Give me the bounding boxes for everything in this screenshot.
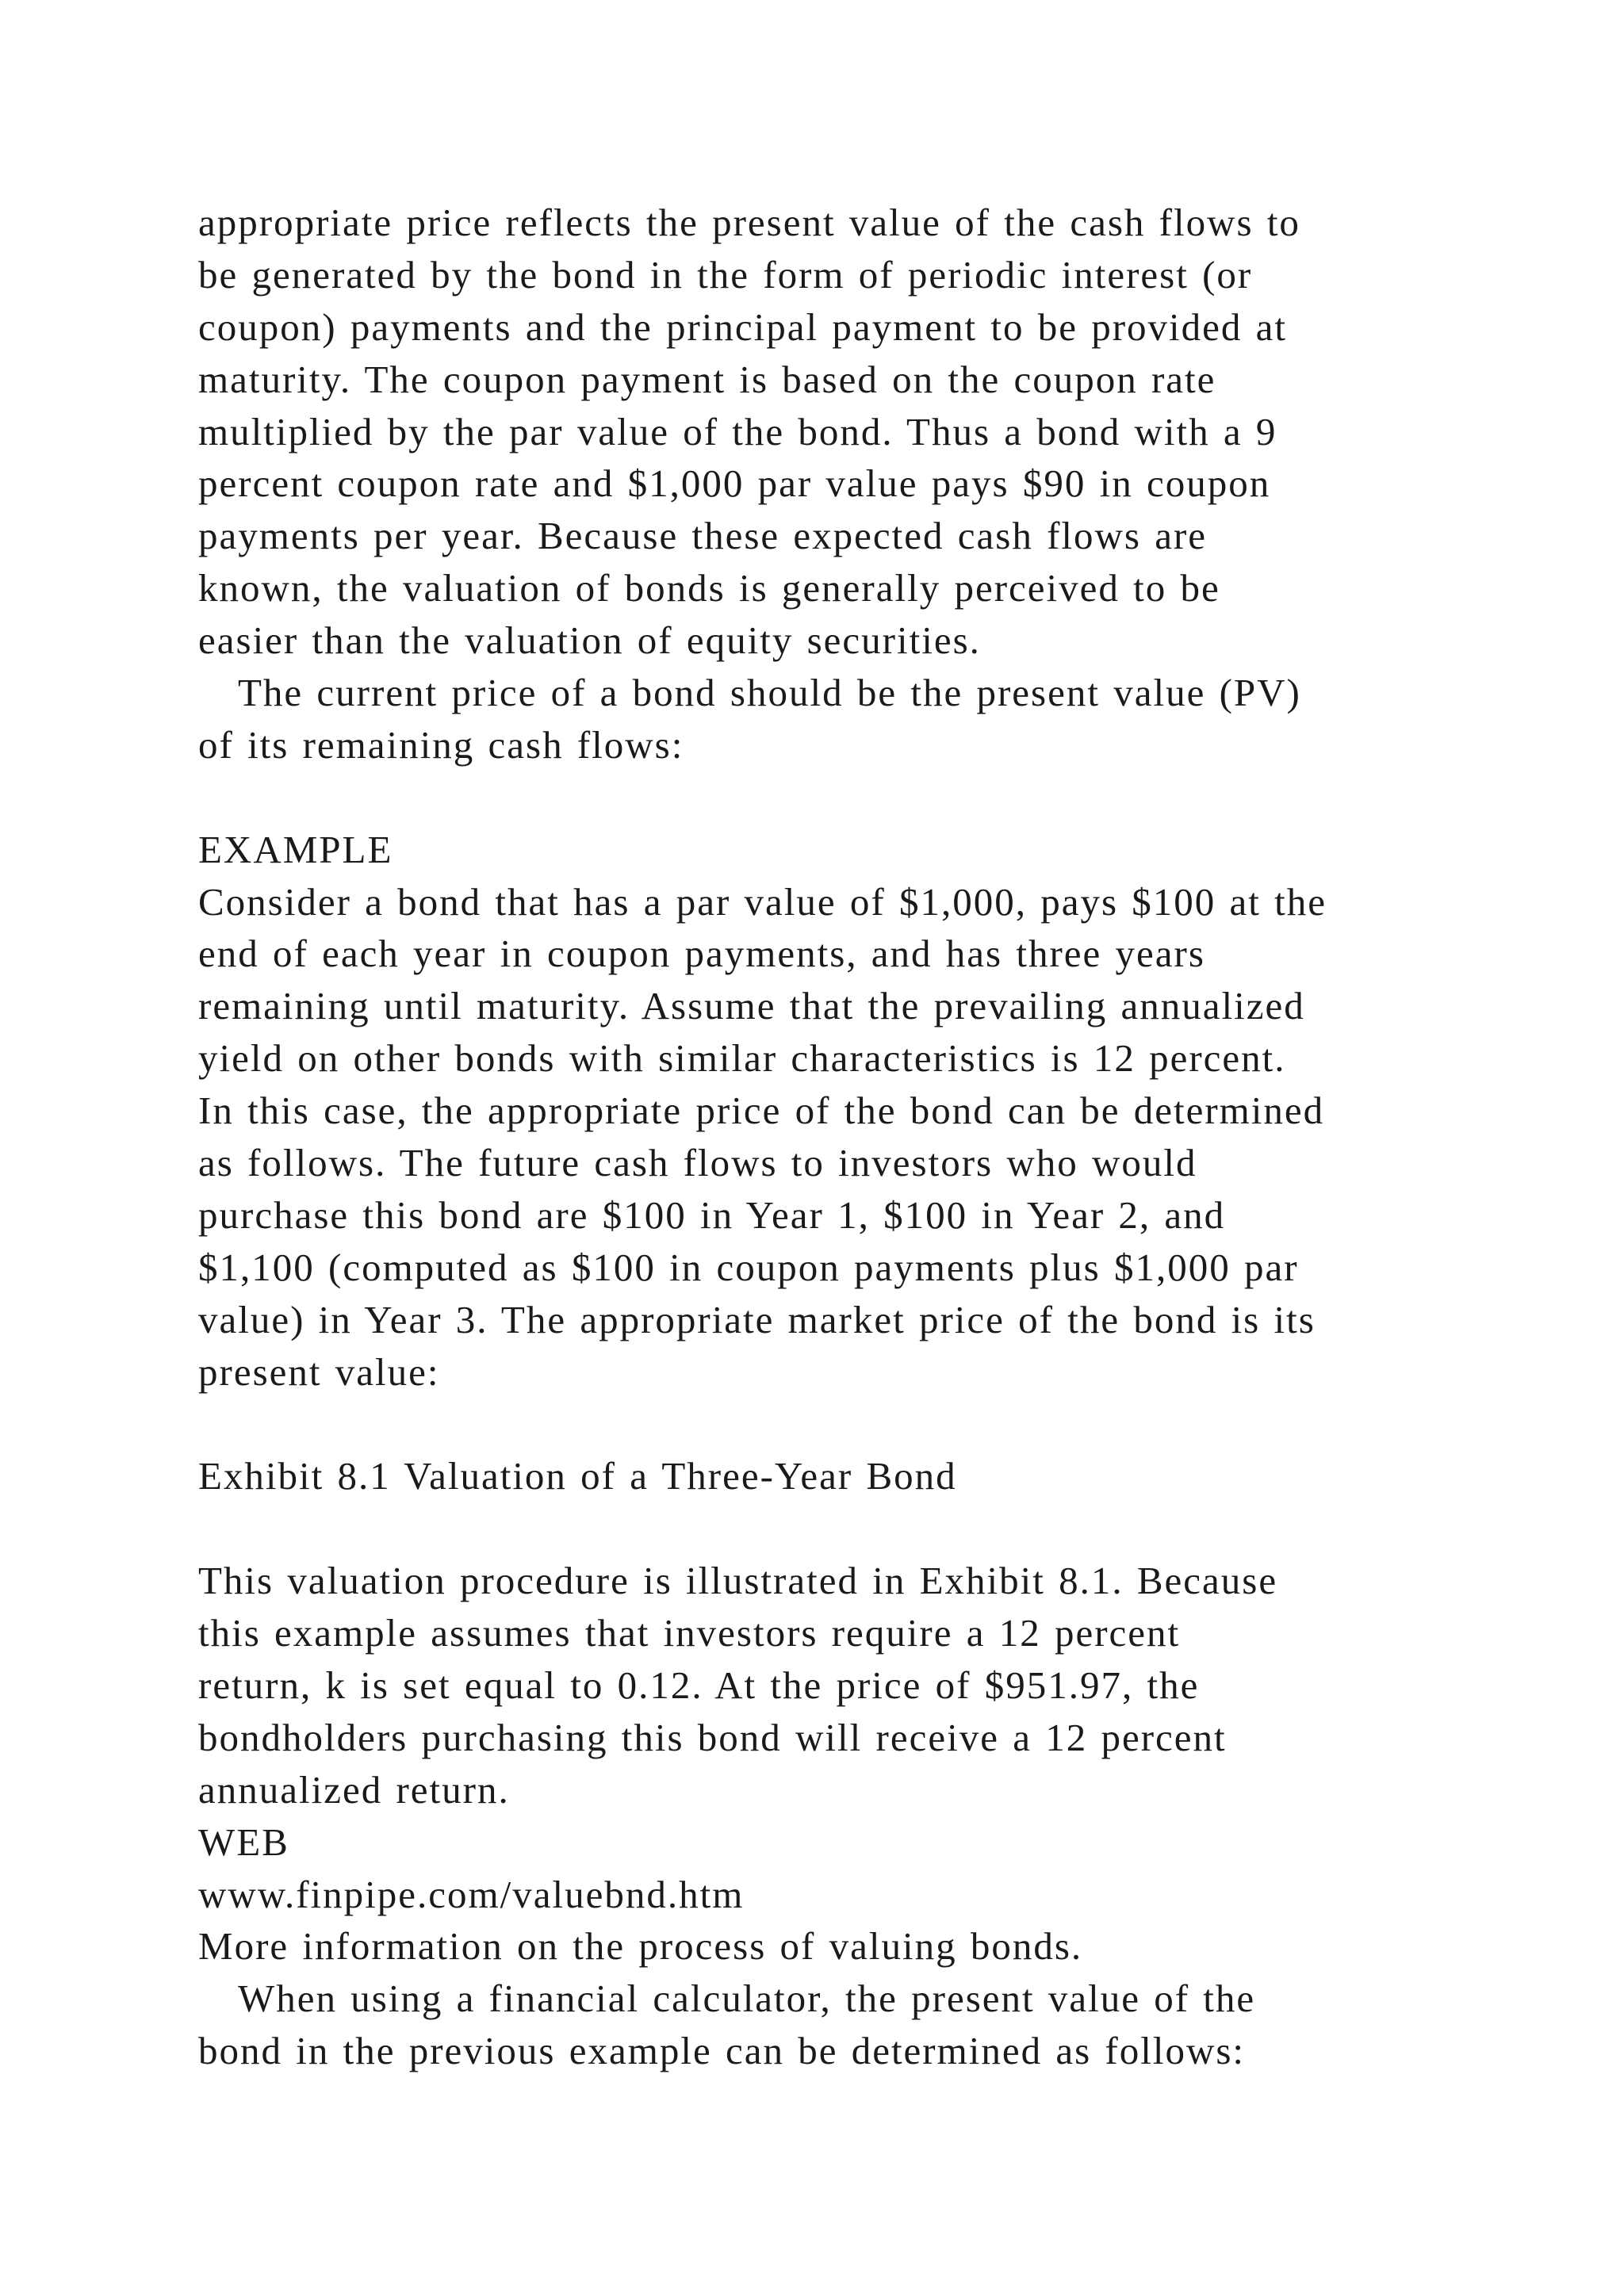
paragraph-intro (198, 197, 1467, 667)
text-line: When using a financial calculator, the present value of the (238, 1976, 1256, 2021)
text-line: value) in Year 3. The appropriate market price of the bond is its (198, 1297, 1316, 1341)
text-line: end of each year in coupon payments, and has three years (198, 932, 1205, 976)
paragraph-valuation-procedure (198, 1555, 1467, 1816)
text-line: of its remaining cash flows: (198, 722, 684, 767)
text-line: maturity. The coupon payment is based on the coupon rate (198, 357, 1216, 401)
text-line: appropriate price reflects the present value of the cash flows to (198, 201, 1300, 244)
paragraph-example (198, 876, 1467, 1399)
text-line: annualized return. (198, 1767, 510, 1812)
text-line: return, k is set equal to 0.12. At the price of $951.97, the (198, 1663, 1200, 1707)
text-line: purchase this bond are $100 in Year 1, $100 in Year 2, and (198, 1192, 1226, 1237)
text-line: coupon) payments and the principal payment to be provided at (198, 304, 1288, 349)
text-line: be generated by the bond in the form of periodic interest (or (198, 252, 1253, 297)
text-line: In this case, the appropriate price of the bond can be determined (198, 1089, 1325, 1133)
text-line: This valuation procedure is illustrated in Exhibit 8.1. Because (198, 1559, 1278, 1603)
text-line: easier than the valuation of equity securities. (198, 618, 981, 663)
example-heading: EXAMPLE (198, 827, 393, 871)
text-line: payments per year. Because these expected cash flows are (198, 514, 1208, 558)
web-description: More information on the process of valuing bonds. (198, 1924, 1083, 1969)
exhibit-caption: Exhibit 8.1 Valuation of a Three-Year Bond (198, 1454, 957, 1498)
text-line: multiplied by the par value of the bond. Thus a bond with a 9 (198, 409, 1277, 453)
paragraph-current-price (198, 667, 1467, 771)
blank-line (198, 1502, 1467, 1555)
blank-line (198, 1398, 1467, 1450)
blank-line (198, 771, 1467, 824)
web-label: WEB (198, 1820, 289, 1864)
text-line: percent coupon rate and $1,000 par value pays $90 in coupon (198, 461, 1271, 506)
text-line: as follows. The future cash flows to investors who would (198, 1141, 1197, 1185)
text-line: known, the valuation of bonds is generally perceived to be (198, 566, 1220, 610)
text-line: bond in the previous example can be determined as follows: (198, 2029, 1246, 2073)
document-page (198, 197, 1467, 2077)
paragraph-financial-calculator (198, 1973, 1467, 2077)
text-line: this example assumes that investors require a 12 percent (198, 1611, 1181, 1655)
text-line: remaining until maturity. Assume that the prevailing annualized (198, 984, 1305, 1028)
text-line: $1,100 (computed as $100 in coupon payments plus $1,000 par (198, 1245, 1299, 1289)
text-line: Consider a bond that has a par value of $1,000, pays $100 at the (198, 879, 1327, 924)
text-line: The current price of a bond should be the present value (PV) (238, 671, 1301, 715)
text-line: yield on other bonds with similar characteristics is 12 percent. (198, 1036, 1286, 1081)
web-url-link[interactable]: www.finpipe.com/valuebnd.htm (198, 1872, 745, 1916)
text-line: bondholders purchasing this bond will receive a 12 percent (198, 1715, 1227, 1759)
text-line: present value: (198, 1349, 440, 1394)
